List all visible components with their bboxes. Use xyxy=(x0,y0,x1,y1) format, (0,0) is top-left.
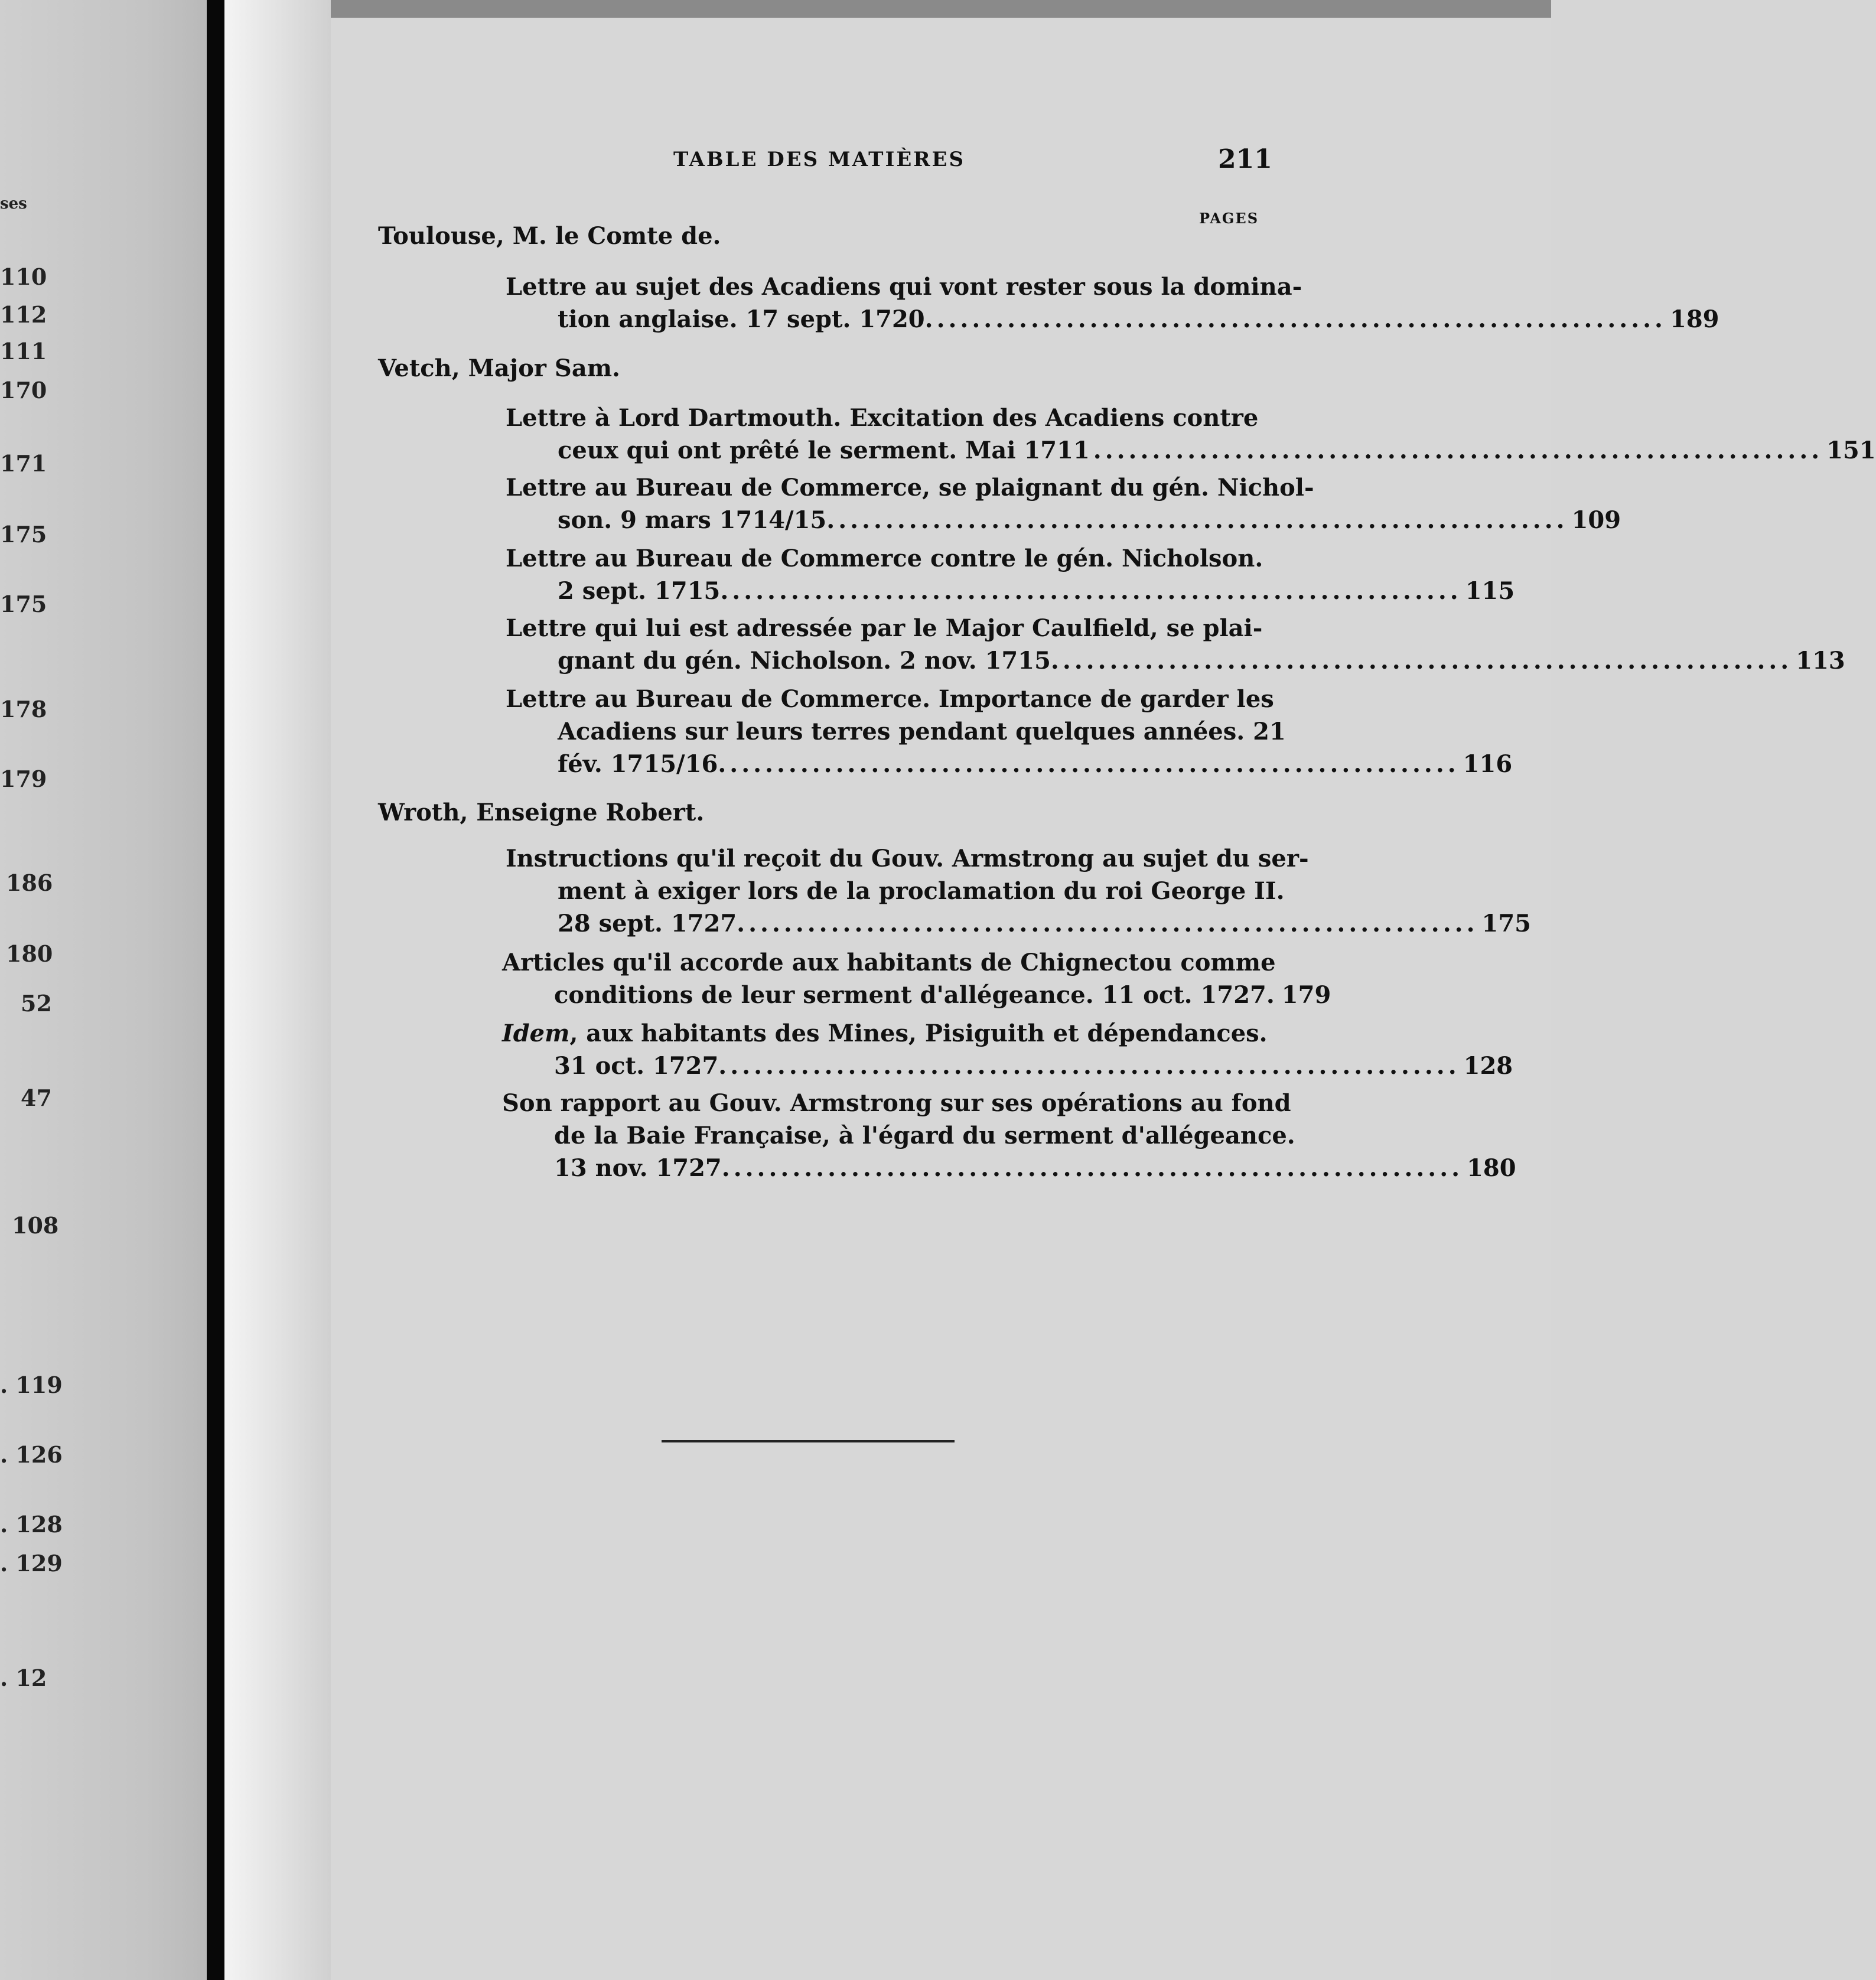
page-number: 211 xyxy=(1218,144,1272,174)
left-page-number: 108 xyxy=(12,1212,59,1239)
toc-line-text: 31 oct. 1727. xyxy=(554,1052,727,1080)
book-spine xyxy=(207,0,224,1980)
left-page-number: . 119 xyxy=(0,1372,63,1398)
toc-line-last xyxy=(506,644,1845,677)
toc-item xyxy=(506,683,1513,780)
toc-line-last xyxy=(506,575,1515,607)
left-page-number: 110 xyxy=(0,263,47,290)
toc-page-ref: 116 xyxy=(1463,750,1513,778)
leader-dots: .............................................................. xyxy=(748,910,1478,937)
toc-line-text: son. 9 mars 1714/15. xyxy=(558,506,835,534)
toc-line-text: gnant du gén. Nicholson. 2 nov. 1715. xyxy=(558,647,1059,675)
left-page-number: . 128 xyxy=(0,1511,63,1538)
toc-line: Lettre au Bureau de Commerce, se plaignant du gén. Nichol- xyxy=(506,474,1314,501)
toc-page-ref: 115 xyxy=(1465,577,1515,605)
toc-page-ref: 175 xyxy=(1481,910,1532,937)
left-page-number: . 129 xyxy=(0,1550,63,1577)
toc-line-text: 13 nov. 1727. xyxy=(554,1154,730,1182)
pages-column-label: PAGES xyxy=(1199,210,1259,227)
toc-line-last xyxy=(506,748,1513,780)
leader-dots: .............................................................. xyxy=(936,305,1666,333)
left-page-number: 179 xyxy=(0,766,47,792)
left-page-number: 111 xyxy=(0,338,47,364)
toc-line: Lettre au Bureau de Commerce. Importance de garder les xyxy=(506,685,1274,713)
toc-line-text: 28 sept. 1727. xyxy=(558,910,745,937)
leader-dots: .............................................................. xyxy=(1093,437,1823,464)
toc-item xyxy=(506,271,1719,336)
toc-line-text: , aux habitants des Mines, Pisiguith et dépendances. xyxy=(569,1020,1268,1047)
left-page-number: . 126 xyxy=(0,1441,63,1468)
toc-item xyxy=(502,946,1331,1011)
toc-line-last xyxy=(506,504,1621,536)
left-page-number: 180 xyxy=(6,940,53,967)
page-gutter xyxy=(224,0,331,1980)
toc-line: de la Baie Française, à l'égard du serment d'allégeance. xyxy=(554,1122,1295,1149)
italic-lead: Idem xyxy=(502,1020,570,1047)
toc-page-ref: 179 xyxy=(1281,981,1331,1009)
toc-line: Son rapport au Gouv. Armstrong sur ses opérations au fond xyxy=(502,1089,1291,1117)
toc-line-text: fév. 1715/16. xyxy=(558,750,727,778)
toc-item xyxy=(506,471,1621,536)
left-page-number: . 12 xyxy=(0,1665,47,1691)
toc-line-text: conditions de leur serment d'allégeance. 11 oct. 1727. xyxy=(554,981,1275,1009)
toc-line-last xyxy=(502,1050,1513,1082)
leader-dots: .............................................................. xyxy=(730,1052,1460,1080)
leader-dots: .............................................................. xyxy=(1062,647,1793,675)
toc-page-ref: 109 xyxy=(1571,506,1621,534)
toc-line: ment à exiger lors de la proclamation du roi George II. xyxy=(558,877,1285,905)
left-page-number: 52 xyxy=(21,990,52,1017)
toc-line: Lettre au sujet des Acadiens qui vont rester sous la domina- xyxy=(506,273,1302,301)
toc-line-text: tion anglaise. 17 sept. 1720. xyxy=(558,305,933,333)
toc-page-ref: 151 xyxy=(1826,437,1876,464)
leader-dots: .............................................................. xyxy=(733,1154,1464,1182)
toc-line: Instructions qu'il reçoit du Gouv. Armstrong au sujet du ser- xyxy=(506,845,1309,872)
left-page-number: 175 xyxy=(0,591,47,617)
toc-item xyxy=(502,1017,1513,1082)
toc-line-last xyxy=(506,907,1532,940)
toc-line: Articles qu'il accorde aux habitants de Chignectou comme xyxy=(502,949,1276,976)
toc-page-ref: 189 xyxy=(1669,305,1719,333)
left-page-number: 47 xyxy=(21,1085,52,1111)
leader-dots: .............................................................. xyxy=(838,506,1568,534)
entry-heading: Toulouse, M. le Comte de. xyxy=(378,222,721,250)
toc-page-ref: 128 xyxy=(1463,1052,1513,1080)
left-page-number: 171 xyxy=(0,450,47,477)
entry-heading: Vetch, Major Sam. xyxy=(378,354,620,382)
toc-page-ref: 113 xyxy=(1796,647,1845,675)
toc-line-first xyxy=(502,1017,1268,1050)
toc-line: Acadiens sur leurs terres pendant quelques années. 21 xyxy=(558,718,1286,745)
toc-item xyxy=(506,612,1845,677)
leader-dots: .............................................................. xyxy=(732,577,1462,605)
toc-line-last xyxy=(506,303,1719,336)
toc-item xyxy=(506,842,1532,940)
entry-heading: Wroth, Enseigne Robert. xyxy=(378,799,705,826)
toc-item xyxy=(506,402,1876,467)
toc-line-last xyxy=(502,979,1331,1011)
toc-line-last xyxy=(502,1152,1516,1184)
left-facing-page xyxy=(0,0,207,1980)
toc-item xyxy=(502,1087,1516,1184)
left-page-number: 175 xyxy=(0,521,47,548)
toc-line: Lettre au Bureau de Commerce contre le gén. Nicholson. xyxy=(506,545,1263,572)
running-head-title: TABLE DES MATIÈRES xyxy=(673,148,966,171)
toc-item xyxy=(506,542,1515,607)
left-page-number: 112 xyxy=(0,301,47,328)
toc-line: Lettre à Lord Dartmouth. Excitation des Acadiens contre xyxy=(506,404,1259,432)
top-shadow xyxy=(331,0,1551,18)
toc-line-last xyxy=(506,434,1876,467)
closing-rule xyxy=(662,1440,955,1442)
toc-line-text: ceux qui ont prêté le serment. Mai 1711 xyxy=(558,437,1090,464)
leader-dots: .............................................................. xyxy=(729,750,1460,778)
toc-line: Lettre qui lui est adressée par le Major Caulfield, se plai- xyxy=(506,614,1263,642)
left-page-number: 170 xyxy=(0,377,47,403)
toc-line-text: 2 sept. 1715. xyxy=(558,577,729,605)
left-page-number: 178 xyxy=(0,696,47,722)
left-page-header: ses xyxy=(0,195,27,213)
toc-page-ref: 180 xyxy=(1467,1154,1516,1182)
left-page-number: 186 xyxy=(6,869,53,896)
